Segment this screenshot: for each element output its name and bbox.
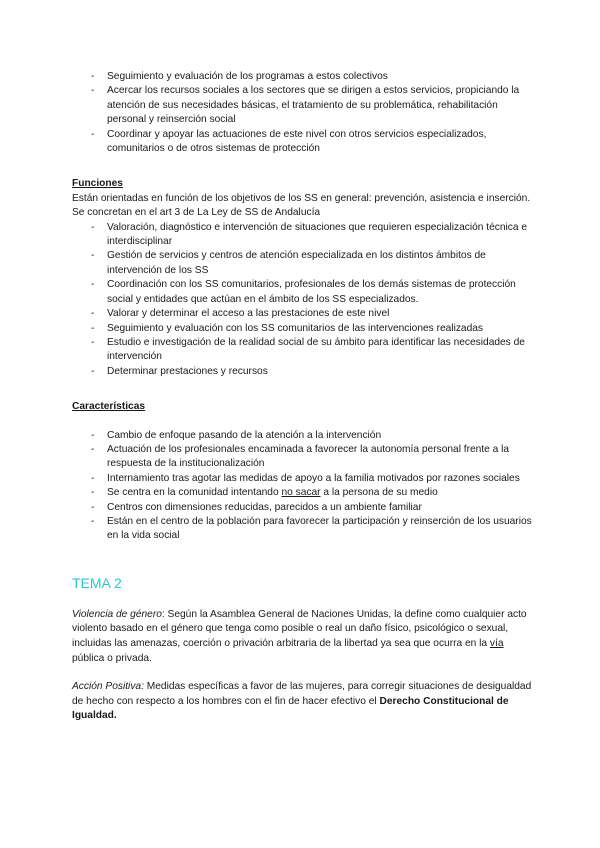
funciones-list bbox=[72, 221, 532, 379]
document-content bbox=[72, 70, 532, 724]
list-item: - Valoración, diagnóstico e intervención de situaciones que requieren especialización técnica e interdisciplinar bbox=[91, 221, 528, 248]
list-item: - Cambio de enfoque pasando de la atención a la intervención bbox=[91, 429, 382, 441]
caracteristicas-heading: Características bbox=[72, 401, 146, 413]
funciones-paragraph-law: Se concretan en el art 3 de La Ley de SS de Andalucía bbox=[72, 207, 321, 219]
tema-2-heading: TEMA 2 bbox=[72, 574, 122, 591]
spacer bbox=[72, 415, 532, 429]
caracteristicas-list bbox=[72, 429, 532, 544]
list-item: - Seguimiento y evaluación de los programas a estos colectivos bbox=[91, 71, 388, 82]
list-item: - Centros con dimensiones reducidas, parecidos a un ambiente familiar bbox=[91, 501, 422, 513]
intro-list bbox=[72, 70, 532, 156]
list-item: - Acercar los recursos sociales a los sectores que se dirigen a estos servicios, propiciando la atención de sus necesidades básicas, el tratamiento de su problemática, rehabilitación personal y reinserción social bbox=[91, 85, 520, 126]
underlined-phrase: no sacar bbox=[281, 487, 321, 499]
list-item: - Internamiento tras agotar las medidas de apoyo a la familia motivados por razones sociales bbox=[91, 472, 520, 484]
list-item: - Valorar y determinar el acceso a las prestaciones de este nivel bbox=[91, 308, 390, 320]
list-item: - Coordinación con los SS comunitarios, profesionales de los demás sistemas de protección social y entidades que actúan en el ámbito de los SS especializados. bbox=[91, 279, 516, 305]
list-item: - Estudio e investigación de la realidad social de su ámbito para identificar las necesidades de intervención bbox=[91, 336, 525, 363]
list-item: - Gestión de servicios y centros de atención especializada en los distintos ámbitos de intervención de los SS bbox=[91, 250, 486, 276]
funciones-heading: Funciones bbox=[72, 178, 123, 190]
list-item: - Seguimiento y evaluación con los SS comunitarios de las intervenciones realizadas bbox=[91, 322, 484, 334]
list-item: - Se centra en la comunidad intentando no sacar a la persona de su medio bbox=[91, 487, 438, 499]
definitions bbox=[72, 608, 532, 724]
funciones-paragraph: Están orientadas en función de los objetivos de los SS en general: prevención, asistencia e inserción. bbox=[72, 192, 531, 204]
list-item: - Están en el centro de la población para favorecer la participación y reinserción de los usuarios en la vida social bbox=[91, 515, 532, 542]
list-item: - Coordinar y apoyar las actuaciones de este nivel con otros servicios especializados, comunitarios o de otros sistemas de protección bbox=[91, 128, 487, 155]
violencia-definition: Violencia de género: Según la Asamblea General de Naciones Unidas, la define como cualquier acto violento basado en el género que tenga como posible o real un daño físico, psicológico o sexual, incluidas las amenazas, coerción o privación arbitraria de la libertad ya sea que ocurra en la vía pública o privada. bbox=[72, 608, 527, 664]
list-item: - Determinar prestaciones y recursos bbox=[91, 365, 268, 377]
list-item: - Actuación de los profesionales encaminada a favorecer la autonomía personal frente a la respuesta de la institucionalización bbox=[91, 443, 510, 470]
accion-positiva-definition: Acción Positiva: Medidas específicas a favor de las mujeres, para corregir situaciones de desigualdad de hecho con respecto a los hombres con el fin de hacer efectivo el Derecho Constitucional de Igualdad. bbox=[72, 681, 532, 722]
